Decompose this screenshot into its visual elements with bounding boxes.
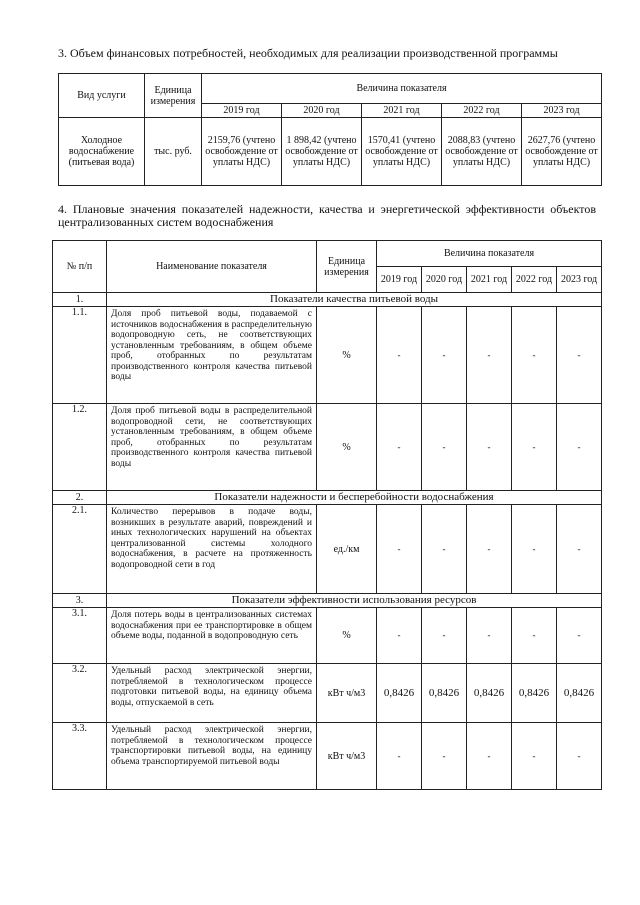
year-header: 2023 год [522,104,602,118]
group-num: 1. [53,293,107,307]
row-value: - [422,307,467,404]
row-value: - [422,608,467,664]
col-header-unit: Единица измерения [317,241,377,293]
group-row [53,293,602,307]
row-name: Доля проб питьевой воды, подаваемой с источников водоснабжения в распределительную водопроводную сеть, не соответствующих установленным требованиям, в общем объеме проб, отобранных по результатам производственного контроля качества питьевой воды [107,307,317,404]
group-title: Показатели эффективности использования ресурсов [107,594,602,608]
group-num: 3. [53,594,107,608]
table-row [53,664,602,723]
group-title: Показатели качества питьевой воды [107,293,602,307]
row-value: - [512,723,557,790]
row-value: - [467,505,512,594]
row-num: 1.1. [53,307,107,404]
value-cell: 2159,76 (учтено освобождение от уплаты НДС) [202,118,282,186]
value-cell: 2627,76 (учтено освобождение от уплаты НДС) [522,118,602,186]
row-value: - [377,505,422,594]
col-header-value: Величина показателя [202,74,602,104]
row-value: - [512,404,557,491]
year-header: 2022 год [442,104,522,118]
table-row [53,723,602,790]
row-value: 0,8426 [377,664,422,723]
col-header-unit: Единица измерения [145,74,202,118]
year-header: 2023 год [557,267,602,293]
row-value: - [512,608,557,664]
year-header: 2019 год [377,267,422,293]
row-value: - [512,307,557,404]
row-num: 3.1. [53,608,107,664]
row-num: 3.3. [53,723,107,790]
row-value: - [377,307,422,404]
row-value: - [377,608,422,664]
group-num: 2. [53,491,107,505]
row-unit: кВт ч/м3 [317,723,377,790]
col-header-service: Вид услуги [59,74,145,118]
year-header: 2021 год [362,104,442,118]
indicators-table [52,240,602,790]
row-name: Удельный расход электрической энергии, потребляемой в технологическом процессе подготовки питьевой воды, на единицу объема воды, отпускаемой в сеть [107,664,317,723]
row-unit: ед./км [317,505,377,594]
col-header-name: Наименование показателя [107,241,317,293]
row-name: Доля проб питьевой воды в распределительной водопроводной сети, не соответствующих установленным требованиям, в общем объеме проб, отобранных по результатам производственного контроля качества питьевой воды [107,404,317,491]
row-value: 0,8426 [467,664,512,723]
table-row [53,608,602,664]
row-value: - [377,404,422,491]
row-unit: % [317,608,377,664]
row-value: 0,8426 [557,664,602,723]
row-name: Доля потерь воды в централизованных системах водоснабжения при ее транспортировке в общем объеме воды, поданной в водопроводную сеть [107,608,317,664]
row-value: - [557,723,602,790]
value-cell: 2088,83 (учтено освобождение от уплаты НДС) [442,118,522,186]
row-value: 0,8426 [512,664,557,723]
row-value: - [422,404,467,491]
year-header: 2022 год [512,267,557,293]
section-4-heading: 4. Плановые значения показателей надежности, качества и энергетической эффективности объектов централизованных систем водоснабжения [58,202,596,229]
row-value: - [467,723,512,790]
year-header: 2020 год [282,104,362,118]
row-value: - [557,505,602,594]
col-header-value: Величина показателя [377,241,602,267]
row-unit: кВт ч/м3 [317,664,377,723]
row-unit: % [317,307,377,404]
row-value: - [422,505,467,594]
value-cell: 1570,41 (учтено освобождение от уплаты НДС) [362,118,442,186]
year-header: 2021 год [467,267,512,293]
row-unit: % [317,404,377,491]
group-row [53,594,602,608]
value-cell: 1 898,42 (учтено освобождение от уплаты НДС) [282,118,362,186]
service-cell: Холодное водоснабжение (питьевая вода) [59,118,145,186]
table-row [53,505,602,594]
row-value: - [557,307,602,404]
group-title: Показатели надежности и бесперебойности водоснабжения [107,491,602,505]
year-header: 2020 год [422,267,467,293]
row-value: - [467,307,512,404]
row-value: 0,8426 [422,664,467,723]
row-num: 2.1. [53,505,107,594]
row-name: Удельный расход электрической энергии, потребляемой в технологическом процессе транспортировки питьевой воды, на единицу объема транспортируемой питьевой воды [107,723,317,790]
row-value: - [557,608,602,664]
row-num: 1.2. [53,404,107,491]
row-value: - [557,404,602,491]
col-header-num: № п/п [53,241,107,293]
row-value: - [467,608,512,664]
table-row [53,404,602,491]
row-value: - [377,723,422,790]
year-header: 2019 год [202,104,282,118]
row-value: - [422,723,467,790]
row-value: - [467,404,512,491]
financial-needs-table [58,73,602,186]
unit-cell: тыс. руб. [145,118,202,186]
row-name: Количество перерывов в подаче воды, возникших в результате аварий, повреждений и иных технологических нарушений на объектах централизованной системы холодного водоснабжения, в расчете на протяженность водопроводной сети в год [107,505,317,594]
section-3-heading: 3. Объем финансовых потребностей, необходимых для реализации производственной программы [58,46,558,60]
row-value: - [512,505,557,594]
row-num: 3.2. [53,664,107,723]
group-row [53,491,602,505]
table-row [53,307,602,404]
